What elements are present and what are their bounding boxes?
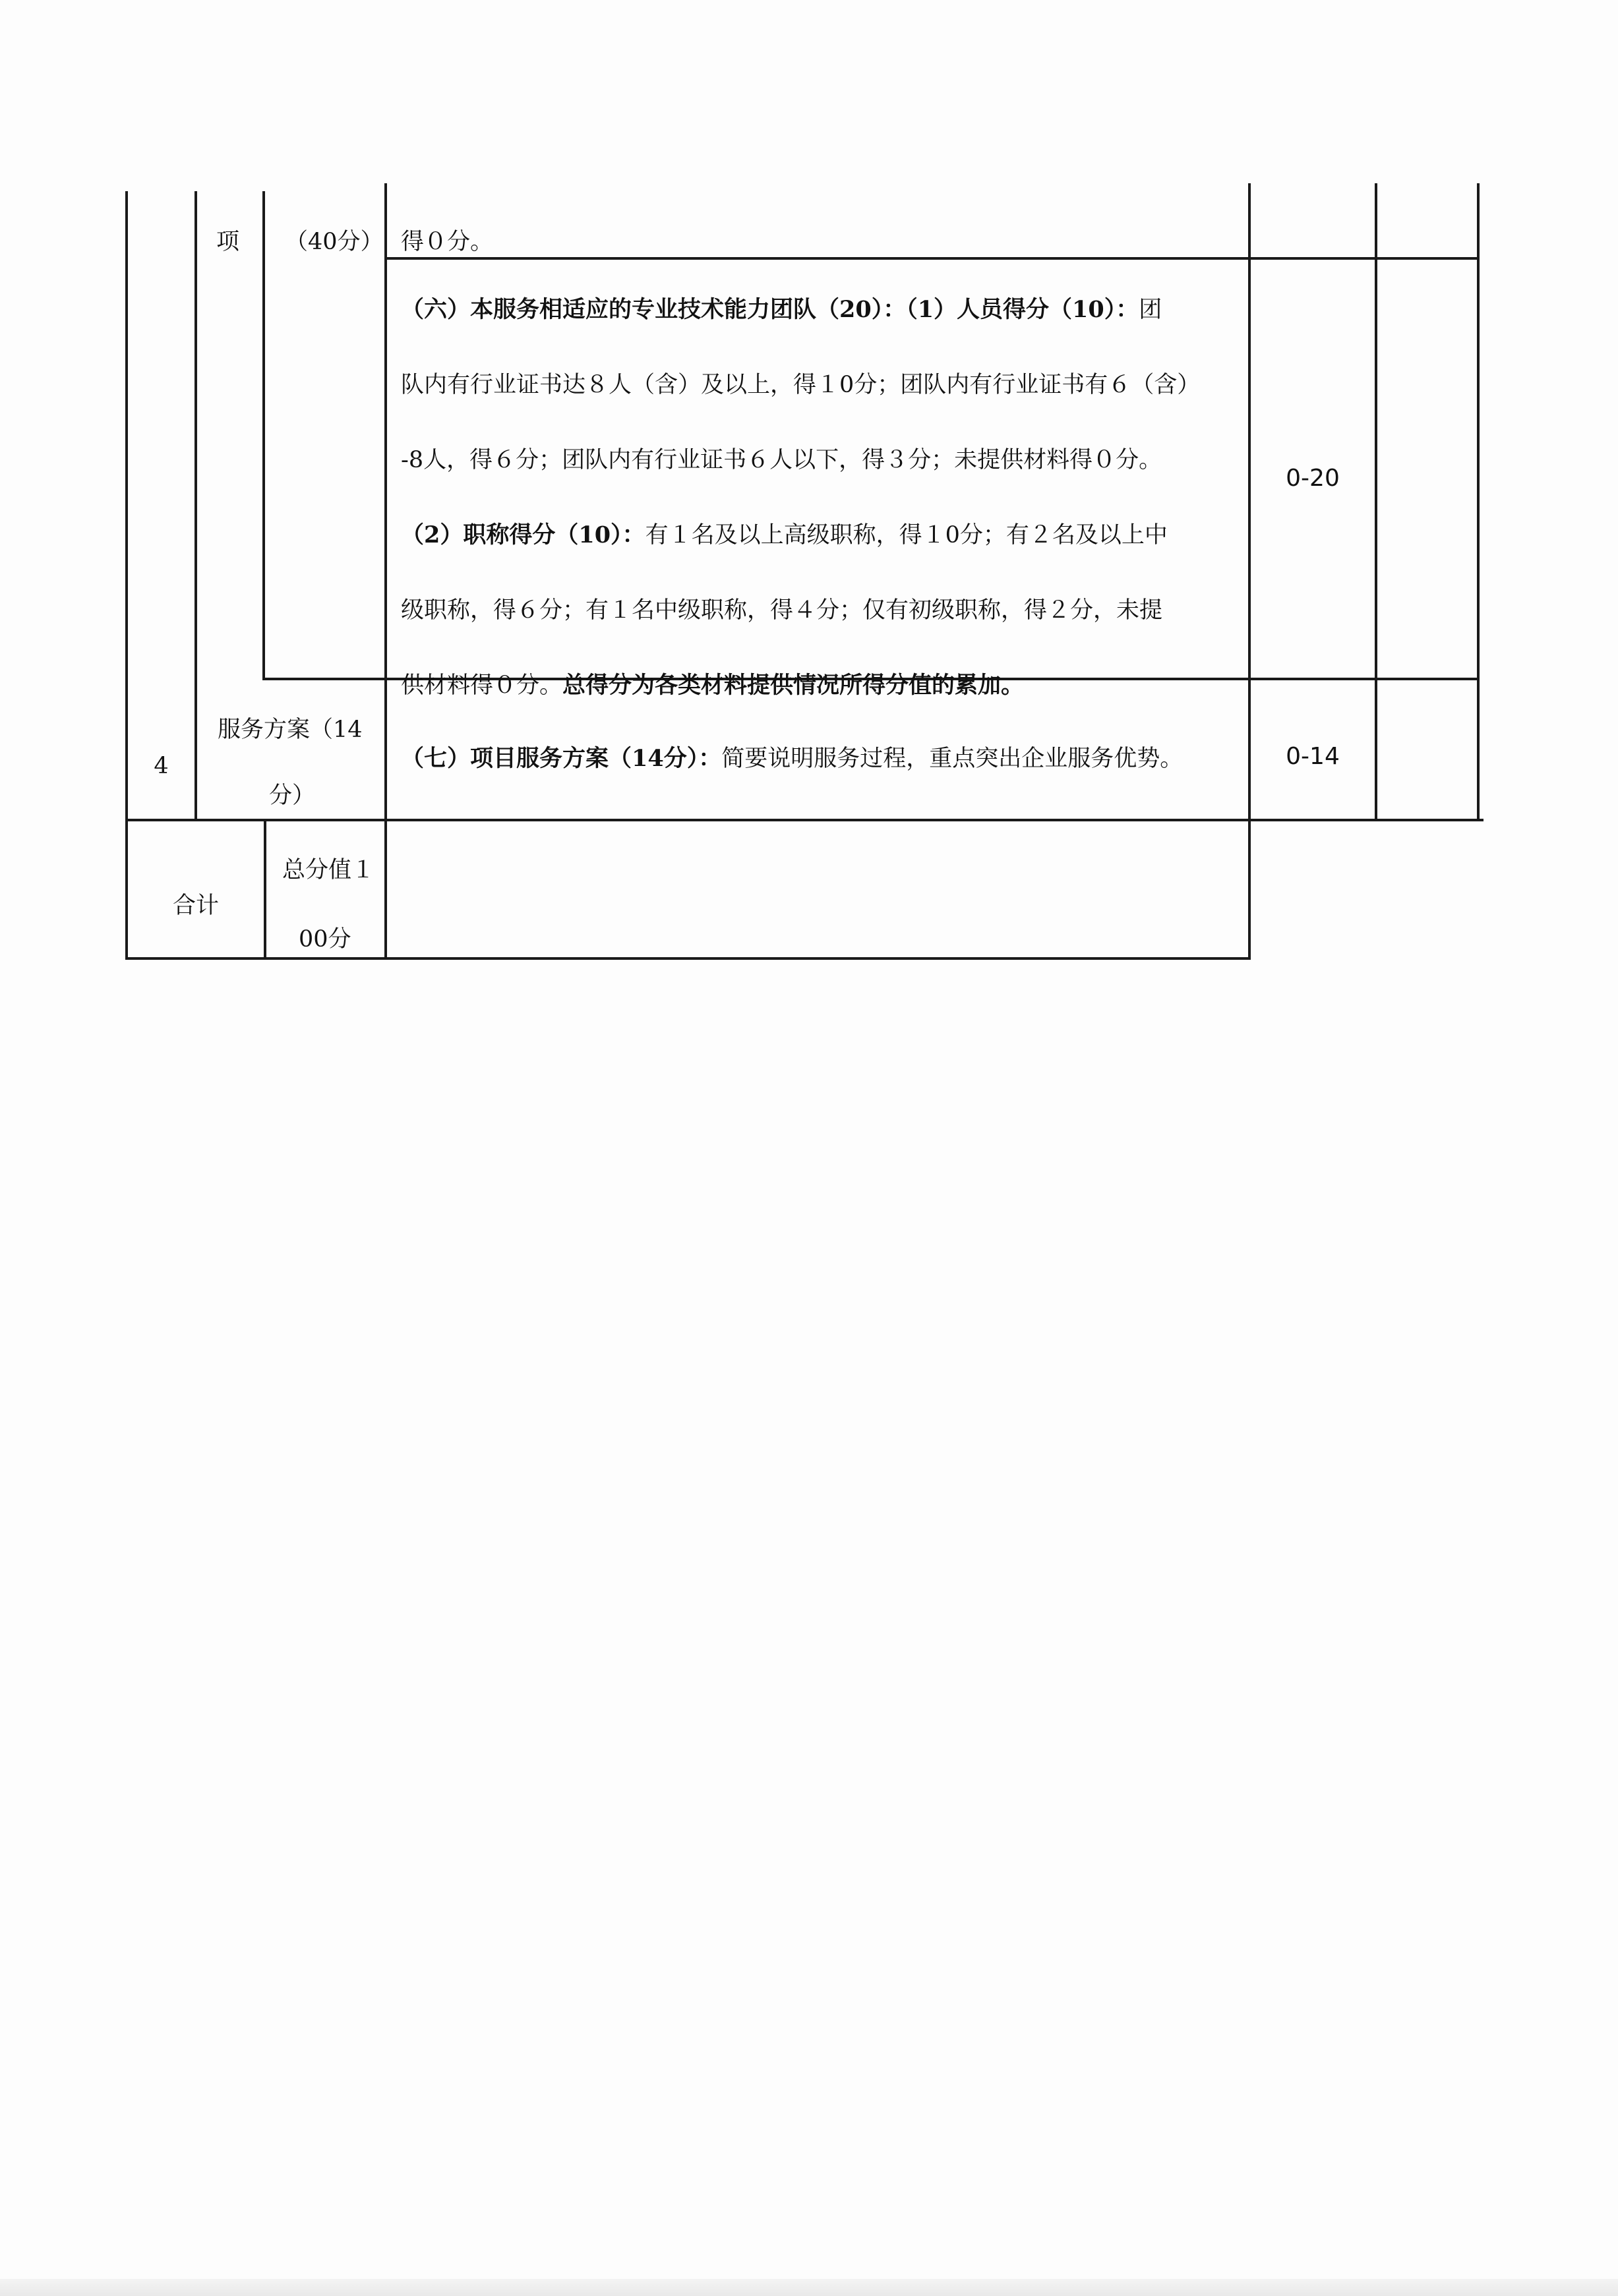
row-number: 4 [154, 753, 169, 779]
plan-criteria-text [401, 747, 1183, 771]
grid-line [125, 957, 1251, 960]
team-text: 队内有行业证书达８人（含）及以上，得１0分；团队内有行业证书有６（含） [401, 372, 1201, 398]
grid-line [384, 183, 387, 958]
grid-line [262, 191, 265, 679]
grid-line [1248, 183, 1251, 958]
total-value: 00分 [299, 926, 351, 953]
item-score-fragment: （40分） [285, 229, 384, 255]
team-text: 团 [1139, 297, 1162, 323]
criteria-text: 得０分。 [401, 229, 494, 255]
score-range: 0-20 [1286, 465, 1340, 492]
plan-heading: （七）项目服务方案（14分）： [401, 745, 722, 772]
grid-line [1375, 183, 1377, 820]
item-name: 服务方案（14 [218, 717, 363, 743]
total-label: 合计 [172, 893, 219, 919]
grid-line [125, 819, 1483, 821]
score-range: 0-14 [1286, 743, 1340, 770]
total-value: 总分值１ [282, 857, 375, 883]
total-note: 总得分为各类材料提供情况所得分值的累加。 [562, 672, 1025, 699]
title-text: 供材料得０分。 [401, 672, 563, 699]
item-name: 分） [269, 782, 316, 809]
item-name-fragment: 项 [216, 229, 240, 255]
grid-line [1477, 183, 1480, 820]
title-text: 级职称，得６分；有１名中级职称，得４分；仅有初级职称，得２分，未提 [401, 597, 1163, 624]
title-heading: （2）职称得分（10）： [401, 521, 645, 548]
grid-line [125, 819, 128, 960]
plan-text: 简要说明服务过程，重点突出企业服务优势。 [721, 746, 1184, 772]
grid-line [264, 819, 266, 960]
team-text: -8人，得６分；团队内有行业证书６人以下，得３分；未提供材料得０分。 [401, 447, 1162, 473]
scan-edge [0, 2279, 1618, 2296]
title-text: 有１名及以上高级职称，得１0分；有２名及以上中 [645, 522, 1168, 548]
grid-line [125, 191, 128, 821]
team-criteria-paragraph [401, 272, 1245, 723]
grid-line [195, 191, 197, 821]
grid-line [384, 257, 1480, 260]
team-heading: （六）本服务相适应的专业技术能力团队（20）：（1）人员得分（10）： [401, 296, 1139, 323]
